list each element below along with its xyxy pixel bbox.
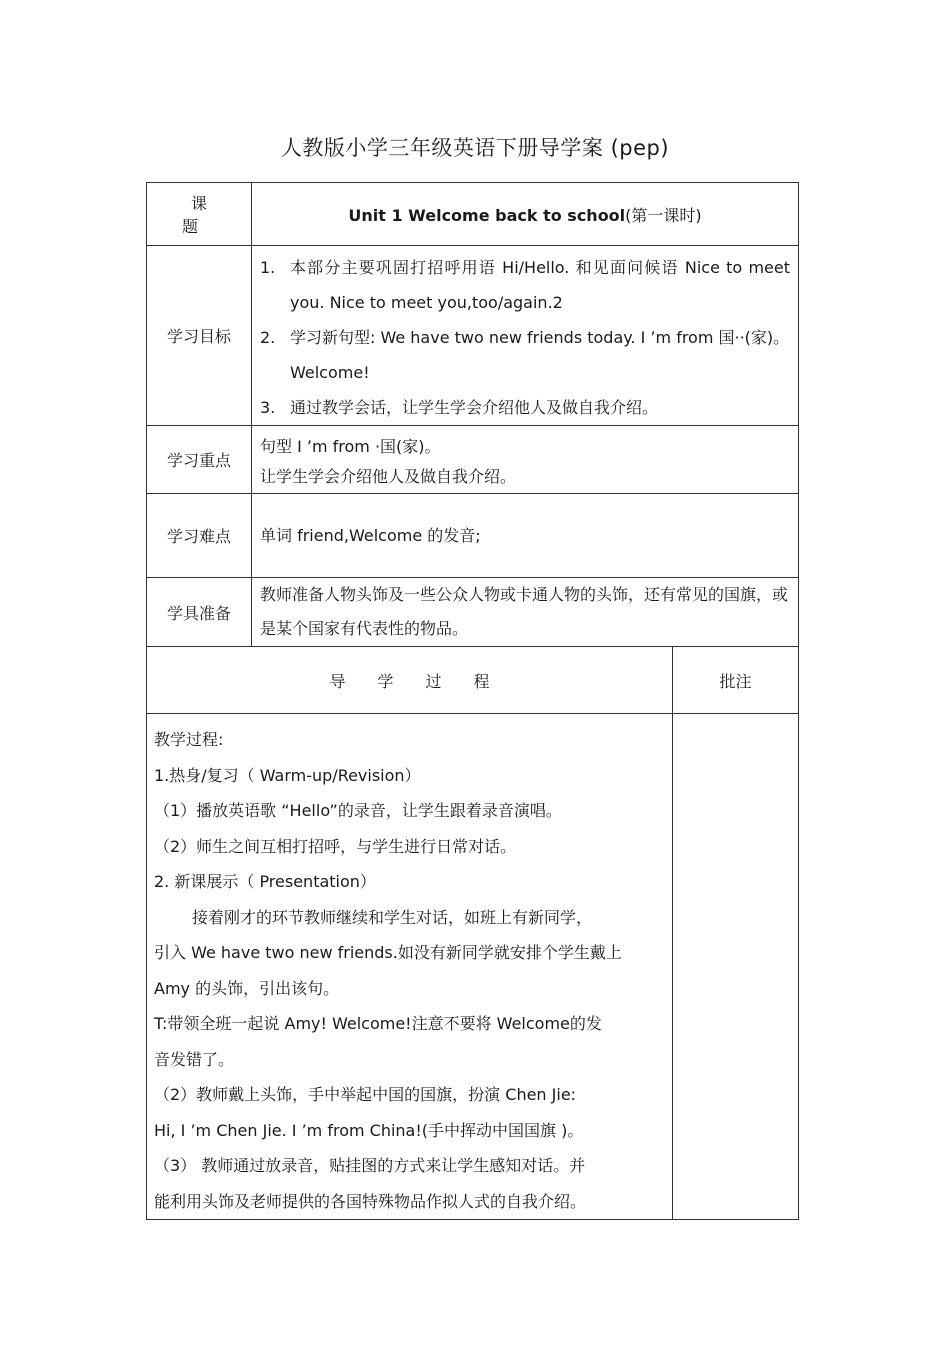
process-line: （1）播放英语歌 “Hello”的录音，让学生跟着录音演唱。 — [154, 801, 562, 820]
process-body-row — [147, 714, 799, 1220]
materials-row — [147, 578, 799, 647]
unit-title: Unit 1 Welcome back to school — [348, 205, 626, 225]
process-line: （3） 教师通过放录音，贴挂图的方式来让学生感知对话。并 — [154, 1156, 586, 1175]
process-header: 导学过程 — [147, 647, 673, 714]
objective-item: 2. 学习新句型: We have two new friends today. I ’m from 国··(家)。Welcome! — [260, 328, 790, 382]
lesson-plan-table — [146, 182, 799, 1220]
process-line: T:带领全班一起说 Amy! Welcome!注意不要将 Welcome的发 — [154, 1014, 602, 1033]
process-line: （2）师生之间互相打招呼，与学生进行日常对话。 — [154, 836, 517, 856]
process-line: 1.热身/复习（ Warm-up/Revision） — [154, 765, 421, 785]
objectives-content — [252, 246, 799, 426]
process-line: Amy 的头饰，引出该句。 — [154, 978, 340, 998]
process-header-row — [147, 647, 799, 714]
objective-item: 3. 通过教学会话，让学生学会介绍他人及做自我介绍。 — [260, 398, 659, 417]
objectives-label: 学习目标 — [147, 246, 252, 426]
key-points-content — [252, 426, 799, 494]
process-line: 2. 新课展示（ Presentation） — [154, 872, 376, 891]
process-line: 教学过程: — [154, 730, 224, 749]
topic-value — [252, 183, 799, 246]
difficulties-row — [147, 494, 799, 578]
process-line: 接着刚才的环节教师继续和学生对话，如班上有新同学， — [192, 907, 593, 927]
notes-cell — [673, 714, 799, 1220]
process-body — [147, 714, 673, 1220]
notes-header: 批注 — [673, 647, 799, 714]
process-line: 能利用头饰及老师提供的各国特殊物品作拟人式的自我介绍。 — [154, 1191, 587, 1211]
materials-label: 学具准备 — [147, 578, 252, 647]
objectives-row — [147, 246, 799, 426]
process-line: 音发错了。 — [154, 1049, 235, 1069]
objective-item: 1. 本部分主要巩固打招呼用语 Hi/Hello. 和见面问候语 Nice to meet you. Nice to meet you,too/again.2 — [260, 258, 791, 312]
topic-row — [147, 183, 799, 246]
key-points-row — [147, 426, 799, 494]
process-line: （2）教师戴上头饰，手中举起中国的国旗，扮演 Chen Jie: — [154, 1085, 577, 1104]
key-point-line: 让学生学会介绍他人及做自我介绍。 — [260, 467, 517, 486]
process-line: Hi, I ’m Chen Jie. I ’m from China!(手中挥动中国国旗 )。 — [154, 1120, 584, 1140]
materials-content: 教师准备人物头饰及一些公众人物或卡通人物的头饰，还有常见的国旗，或是某个国家有代表性的物品。 — [252, 578, 799, 647]
lesson-period: (第一课时) — [625, 205, 702, 225]
process-line: 引入 We have two new friends.如没有新同学就安排个学生戴上 — [154, 943, 622, 962]
objectives-list — [260, 246, 790, 425]
topic-label: 课 题 — [147, 183, 252, 246]
difficulties-content: 单词 friend,Welcome 的发音; — [252, 494, 799, 578]
document-title: 人教版小学三年级英语下册导学案 (pep) — [280, 136, 670, 160]
key-points-label: 学习重点 — [147, 426, 252, 494]
difficulties-label: 学习难点 — [147, 494, 252, 578]
key-point-line: 句型 I ’m from ·国(家)。 — [260, 437, 441, 456]
